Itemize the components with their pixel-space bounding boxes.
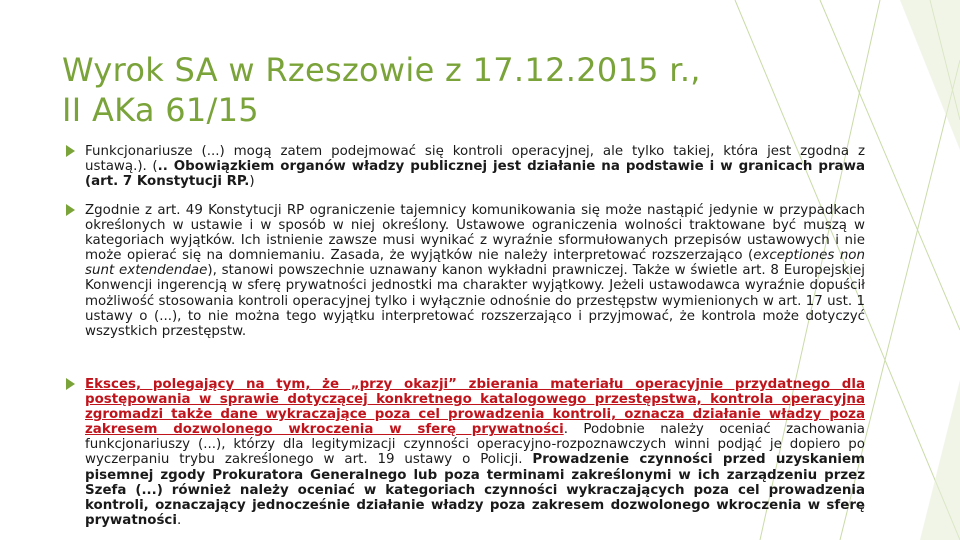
paragraph-3-text: . Podobnie należy oceniać zachowania funkcjonariuszy (...), którzy dla legitymizacji czynności operacyjno-rozpoznawczych winni podjąć je dopiero po wyczerpaniu trybu zakreślonego w art. 19 ustawy o Policji. <box>85 422 866 468</box>
paragraph-2-italic: exceptiones non sunt extendendae <box>85 248 865 279</box>
paragraph-2-text: Zgodnie z art. 49 Konstytucji RP ograniczenie tajemnicy komunikowania się może nastąpić jedynie w przypadkach określonych w ustawie i w sposób w niej określony. Ustawowe ograniczenia wolności traktowane być muszą w kategoriach wyjątków. Ich istnienie zawsze musi wynikać z wyraźnie sformułowanych przepisów ustawowych i nie może opierać się na domniemaniu. Zasada, że wyjątków nie należy interpretować rozszerzająco ( <box>85 203 865 264</box>
triangle-bullet-icon <box>66 145 75 157</box>
slide-title-line-2: II AKa 61/15 <box>62 91 259 129</box>
paragraph-1-text-end: ) <box>249 174 255 190</box>
paragraph-3 <box>85 377 865 528</box>
paragraph-2 <box>85 203 865 339</box>
triangle-bullet-icon <box>66 378 75 390</box>
paragraph-2-text-end: ), stanowi powszechnie uznawany kanon wykładni prawniczej. Także w świetle art. 8 Europejskiej Konwencji ingerencją w sferę prywatności jednostki ma charakter wyjątkowy. Jeżeli ustawodawca wyraźnie dopuścił możliwość stosowania kontroli operacyjnej tylko i wyłącznie odnośnie do przestępstw wymienionych w art. 17 ust. 1 ustawy o (...), to nie można tego wyjątku interpretować rozszerzająco i przyjmować, że kontrola może dotyczyć wszystkich przestępstw. <box>85 263 865 339</box>
paragraph-3-highlight: Eksces, polegający na tym, że „przy okazji” zbierania materiału operacyjnie przydatnego dla postępowania w sprawie dotyczącej konkretnego katalogowego przestępstwa, kontrola operacyjna zgromadzi także dane wykraczające poza cel prowadzenia kontroli, oznacza działanie władzy poza zakresem dozwolonego wkroczenia w sferę prywatności <box>85 377 865 438</box>
paragraph-1-bold: .. Obowiązkiem organów władzy publicznej jest działanie na podstawie i w granicach prawa (art. 7 Konstytucji RP. <box>85 159 866 190</box>
paragraph-1 <box>85 144 865 189</box>
triangle-bullet-icon <box>66 204 75 216</box>
slide-title-line-1: Wyrok SA w Rzeszowie z 17.12.2015 r., <box>62 51 701 89</box>
paragraph-3-bold: Prowadzenie czynności przed uzyskaniem pisemnej zgody Prokuratora Generalnego lub poza terminami zakreślonymi w ich zarządzeniu przez Szefa (...) również należy oceniać w kategoriach czynności wykraczających poza cel prowadzenia kontroli, oznaczający jednocześnie działanie władzy poza zakresem dozwolonego wkroczenia w sferę prywatności <box>85 452 865 528</box>
paragraph-3-text-end: . <box>176 512 182 528</box>
paragraph-1-text: Funkcjonariusze (...) mogą zatem podejmować się kontroli operacyjnej, ale tylko takiej, która jest zgodna z ustawą.). ( <box>85 144 865 175</box>
slide-title <box>62 50 822 130</box>
